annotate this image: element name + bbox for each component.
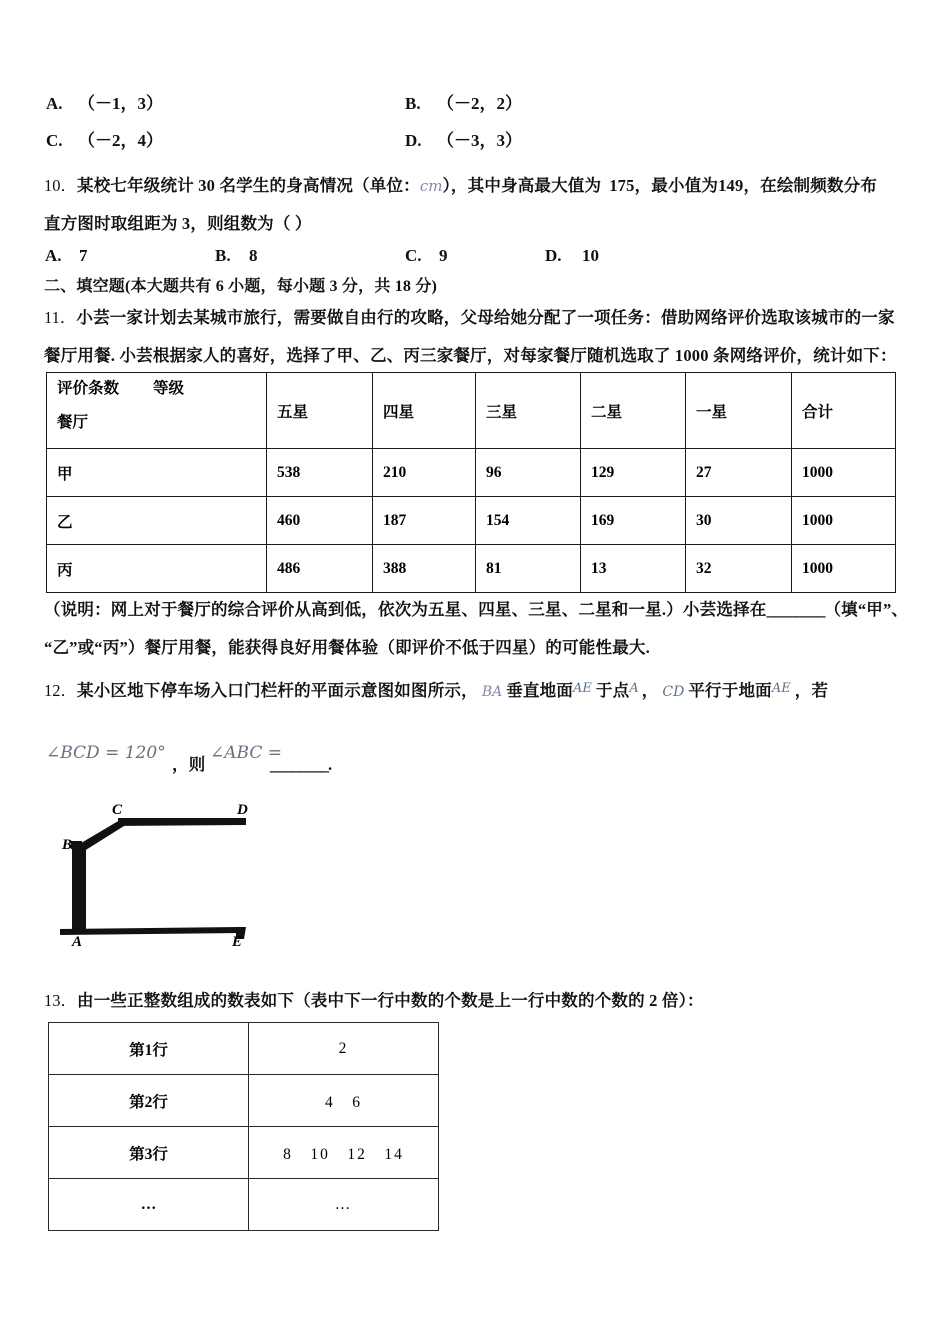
q12-then-text: ，则 — [172, 755, 206, 774]
table-row — [47, 545, 896, 593]
gate-barrier-diagram — [50, 796, 280, 956]
cell-bing-3star: 81 — [476, 545, 581, 593]
column-header-4star: 四星 — [373, 373, 476, 449]
cell-jia-2star: 129 — [581, 449, 686, 497]
q12-text-f: ，若 — [794, 681, 829, 700]
table-corner-cell — [47, 373, 267, 449]
row-values-1: 2 — [249, 1023, 439, 1075]
option-c-q10-letter[interactable]: C. — [405, 246, 422, 265]
question-10-line-1 — [44, 178, 877, 195]
q12-text-e: 平行于地面 — [688, 681, 772, 700]
q12-text-a: 某小区地下停车场入口门栏杆的平面示意图如图所示， — [77, 681, 478, 700]
row-label-jia: 甲 — [47, 449, 267, 497]
row-label-3: 第3行 — [49, 1127, 249, 1179]
corner-label-top: 评价条数 — [57, 380, 120, 397]
column-header-3star: 三星 — [476, 373, 581, 449]
diagram-label-A: A — [72, 934, 83, 950]
cell-bing-4star: 388 — [373, 545, 476, 593]
question-12-number: 12． — [44, 681, 77, 700]
question-10-min-value: 149 — [718, 176, 744, 195]
cell-yi-total: 1000 — [792, 497, 896, 545]
question-11-line-2: 餐厅用餐. 小芸根据家人的喜好，选择了甲、乙、丙三家餐厅，对每家餐厅随机选取了 1000 条网络评价，统计如下： — [44, 346, 897, 365]
diagram-label-D: D — [237, 802, 248, 818]
cell-bing-5star: 486 — [267, 545, 373, 593]
column-header-2star: 二星 — [581, 373, 686, 449]
corner-label-grade: 等级 — [153, 380, 185, 397]
table-row — [49, 1075, 439, 1127]
option-b-q9-letter[interactable]: B. — [405, 94, 421, 113]
table-row — [47, 449, 896, 497]
note-text-b: （填“甲”、 — [824, 600, 909, 619]
cell-jia-5star: 538 — [267, 449, 373, 497]
question-12-line-1 — [44, 682, 828, 700]
option-c-q10-text[interactable]: 9 — [439, 246, 448, 265]
row-values-ellipsis: … — [249, 1179, 439, 1231]
corner-label-bottom: 餐厅 — [57, 414, 89, 431]
ratings-table — [46, 372, 896, 593]
number-rows-table — [48, 1022, 439, 1231]
table-row — [49, 1023, 439, 1075]
q12-text-c: 于点 — [595, 681, 630, 700]
option-a-q10-text[interactable]: 7 — [79, 246, 88, 265]
cell-bing-1star: 32 — [686, 545, 792, 593]
question-10-text-c: ，最小值为 — [634, 176, 719, 195]
option-b-q10-letter[interactable]: B. — [215, 246, 231, 265]
question-11-text: 小芸一家计划去某城市旅行，需要做自由行的攻略，父母给她分配了一项任务：借助网络评价选取该城市的一家 — [76, 308, 895, 327]
question-13-number: 13． — [44, 991, 77, 1010]
cell-bing-total: 1000 — [792, 545, 896, 593]
cell-yi-1star: 30 — [686, 497, 792, 545]
row-label-yi: 乙 — [47, 497, 267, 545]
cell-yi-5star: 460 — [267, 497, 373, 545]
question-10-max-value: 175 — [609, 176, 635, 195]
answer-blank-q12-text: ________ — [270, 755, 328, 774]
table-header-row — [47, 373, 896, 449]
row-label-1: 第1行 — [49, 1023, 249, 1075]
option-a-q10-letter[interactable]: A. — [45, 246, 62, 265]
table-row — [49, 1179, 439, 1231]
cell-yi-2star: 169 — [581, 497, 686, 545]
unit-cm-math: cm — [419, 177, 443, 195]
question-11-note-line-1 — [44, 602, 908, 619]
diagram-label-B: B — [62, 837, 73, 853]
option-a-q9-letter[interactable]: A. — [46, 94, 63, 113]
section-header-fill-in-blank: 二、填空题(本大题共有 6 小题，每小题 3 分，共 18 分) — [44, 278, 438, 295]
question-13-text: 由一些正整数组成的数表如下（表中下一行中数的个数是上一行中数的个数的 2 倍）： — [77, 991, 704, 1010]
arm-CD — [118, 818, 246, 826]
question-10-text-b: ），其中身高最大值为 — [442, 176, 602, 195]
ground-line-AE — [60, 927, 242, 935]
table-row — [49, 1127, 439, 1179]
cell-jia-total: 1000 — [792, 449, 896, 497]
question-13-line-1 — [44, 993, 704, 1010]
option-c-q9-letter[interactable]: C. — [46, 131, 63, 150]
note-text-a: （说明：网上对于餐厅的综合评价从高到低，依次为五星、四星、三星、二星和一星.）小芸选择在 — [44, 600, 767, 619]
question-10-text-d: ，在绘制频数分布 — [743, 176, 878, 195]
question-10-number: 10． — [44, 176, 77, 195]
row-label-bing: 丙 — [47, 545, 267, 593]
answer-blank-q12[interactable] — [270, 757, 332, 774]
cell-yi-4star: 187 — [373, 497, 476, 545]
cell-bing-2star: 13 — [581, 545, 686, 593]
option-d-q10-text[interactable]: 10 — [582, 246, 599, 265]
q12-period: . — [328, 755, 333, 774]
b-knob — [71, 841, 82, 849]
option-d-q9-letter[interactable]: D. — [405, 131, 422, 150]
question-10-line-2: 直方图时取组距为 3，则组数为（ ） — [44, 214, 312, 233]
column-header-1star: 一星 — [686, 373, 792, 449]
diagram-label-C: C — [112, 802, 123, 818]
option-d-q9-text[interactable]: （－3，3） — [437, 131, 522, 150]
cell-jia-3star: 96 — [476, 449, 581, 497]
row-values-3: 8 10 12 14 — [249, 1127, 439, 1179]
question-11-note-line-2: “乙”或“丙”）餐厅用餐，能获得良好用餐体验（即评价不低于四星）的可能性最大. — [44, 638, 650, 657]
row-label-ellipsis: … — [49, 1179, 249, 1231]
row-values-2: 4 6 — [249, 1075, 439, 1127]
question-10-text-a: 某校七年级统计 30 名学生的身高情况（单位： — [77, 176, 420, 195]
math-CD: CD — [662, 684, 685, 700]
answer-blank-q11[interactable]: ________ — [766, 600, 825, 619]
angle-abc-expression: ∠ABC = — [210, 743, 282, 763]
angle-bcd-expression: ∠BCD = 120° — [46, 743, 166, 763]
gate-barrier-svg — [50, 796, 280, 956]
column-header-total: 合计 — [792, 373, 896, 449]
q12-text-b: 垂直地面 — [506, 681, 574, 700]
diagram-label-E: E — [232, 934, 243, 950]
row-label-2: 第2行 — [49, 1075, 249, 1127]
cell-jia-4star: 210 — [373, 449, 476, 497]
option-d-q10-letter[interactable]: D. — [545, 246, 562, 265]
math-A: A — [629, 681, 639, 696]
arm-BC — [76, 820, 124, 853]
option-b-q10-text[interactable]: 8 — [249, 246, 258, 265]
table-row — [47, 497, 896, 545]
question-11-number: 11． — [44, 308, 77, 327]
q12-text-d: ， — [641, 681, 659, 700]
option-c-q9-text[interactable]: （－2，4） — [78, 131, 163, 150]
question-11-line-1 — [44, 310, 895, 327]
option-a-q9-text[interactable]: （－1，3） — [78, 94, 163, 113]
math-AE-1: AE — [573, 681, 592, 696]
math-BA: BA — [481, 684, 503, 700]
math-AE-2: AE — [771, 681, 791, 696]
post-AB — [72, 848, 86, 929]
column-header-5star: 五星 — [267, 373, 373, 449]
cell-yi-3star: 154 — [476, 497, 581, 545]
option-b-q9-text[interactable]: （－2，2） — [437, 94, 522, 113]
cell-jia-1star: 27 — [686, 449, 792, 497]
